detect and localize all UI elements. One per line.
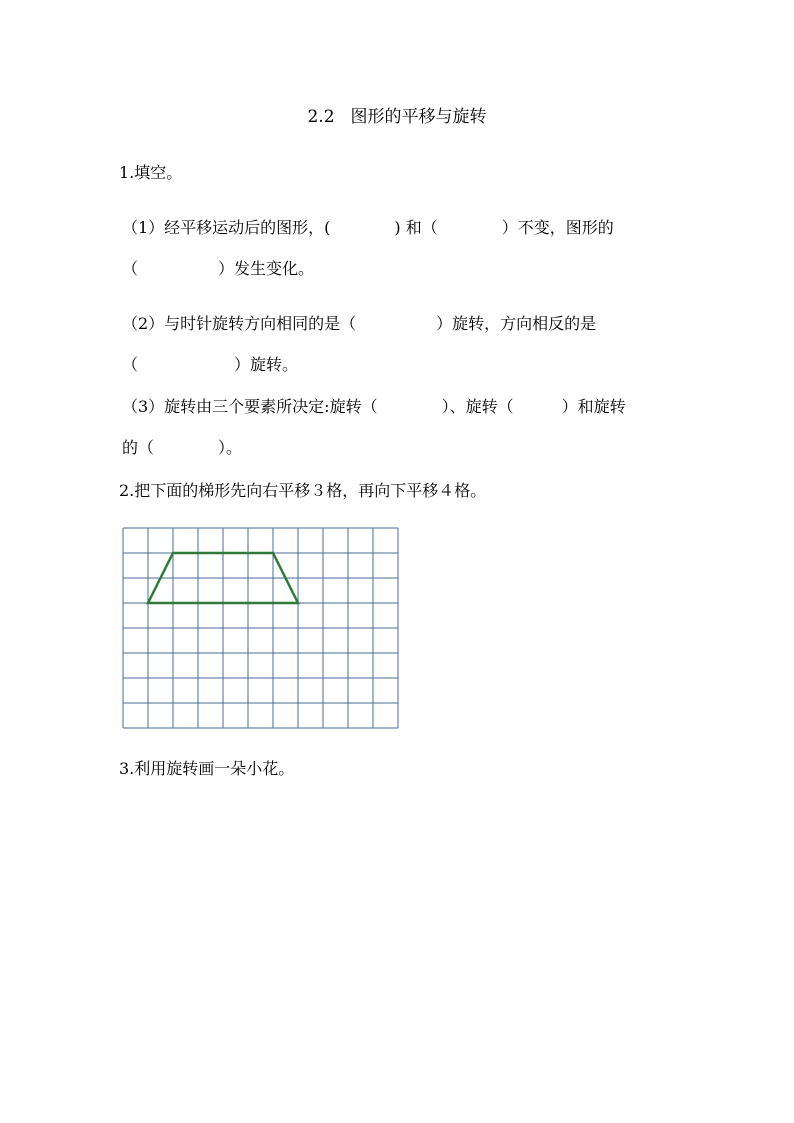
- title-text: 图形的平移与旋转: [350, 107, 487, 127]
- question-1-heading: 1.填空。: [119, 163, 183, 182]
- q1-part2-line1: （2）与时针旋转方向相同的是（ ）旋转，方向相反的是: [122, 314, 597, 333]
- q1-part1-line2: （ ）发生变化。: [122, 259, 315, 278]
- q1-part2-line2: （ ）旋转。: [122, 355, 299, 374]
- question-3-heading: 3.利用旋转画一朵小花。: [119, 759, 295, 778]
- q1-part1-line1: （1）经平移运动后的图形，( ) 和（ ）不变，图形的: [122, 218, 614, 237]
- section-number: 2.2: [307, 107, 335, 127]
- square-grid: [122, 527, 404, 729]
- q1-part3-line2: 的（ ）。: [122, 438, 243, 457]
- page-title: [0, 107, 794, 127]
- question-2-heading: 2.把下面的梯形先向右平移３格，再向下平移４格。: [119, 481, 487, 500]
- q1-part3-line1: （3）旋转由三个要素所决定:旋转（ ）、旋转（ ）和旋转: [122, 397, 626, 416]
